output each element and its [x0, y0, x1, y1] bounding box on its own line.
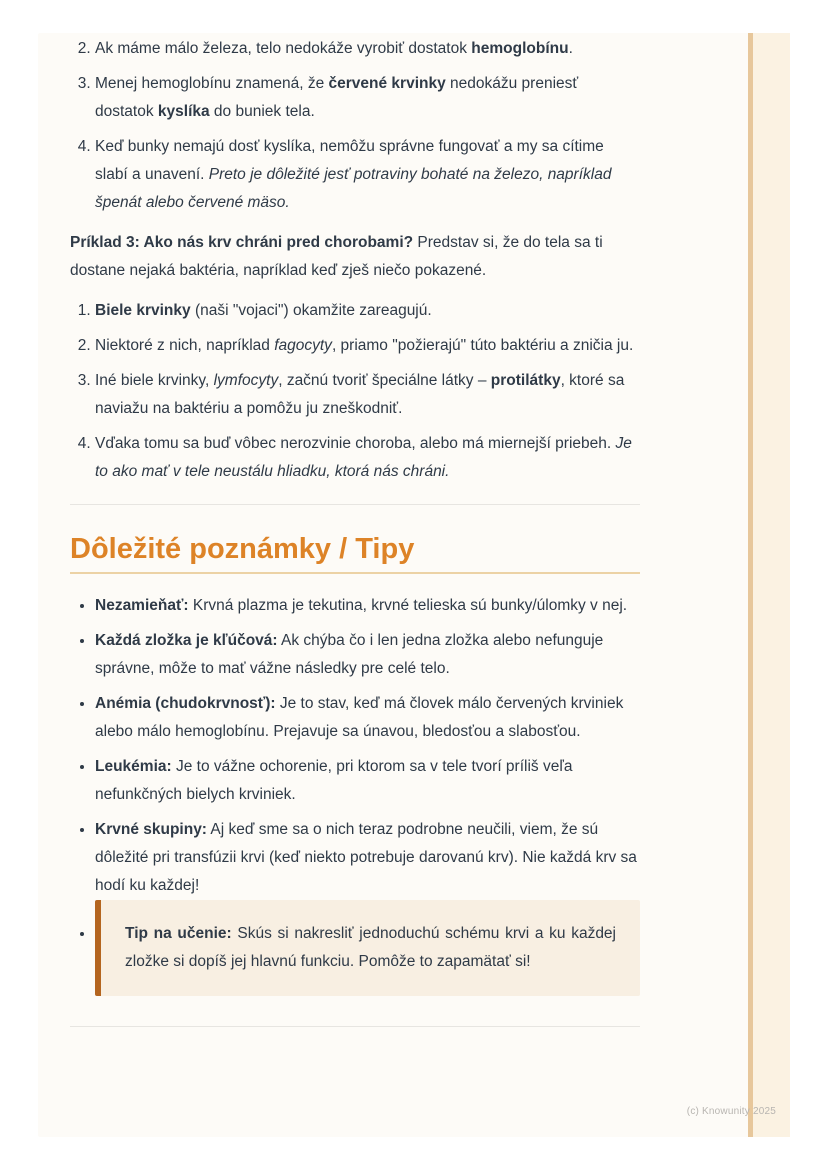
list-item: 2. Ak máme málo železa, telo nedokáže vyrobiť dostatok hemoglobínu.	[95, 35, 640, 63]
list-item: • Anémia (chudokrvnosť): Je to stav, keď má človek málo červených krviniek alebo málo hemoglobínu. Prejavuje sa únavou, bledosťou a slabosťou.	[95, 690, 640, 746]
copyright-footer: (c) Knowunity 2025	[686, 1106, 776, 1117]
notes-heading: Dôležité poznámky / Tipy	[70, 532, 640, 574]
notes-bullet-list	[70, 592, 640, 900]
tip-bullet-list	[70, 900, 640, 996]
list-item: 1. Biele krvinky (naši "vojaci") okamžite zareagujú.	[95, 297, 640, 325]
bottom-divider	[70, 1026, 640, 1027]
list-item	[95, 900, 640, 996]
tip-text: • Tip na učenie: Skús si nakresliť jednoduchú schému krvi a ku každej zložke si dopíš jej hlavnú funkciu. Pomôže to zapamätať si!	[125, 925, 616, 970]
section-divider	[70, 504, 640, 505]
list-item: 2. Niektoré z nich, napríklad fagocyty, priamo "požierajú" túto baktériu a zničia ju.	[95, 332, 640, 360]
page-content	[70, 35, 640, 1027]
page-edge-line	[748, 33, 753, 1137]
list-item: 3. Iné biele krvinky, lymfocyty, začnú tvoriť špeciálne látky – protilátky, ktoré sa naviažu na baktériu a pomôžu ju zneškodniť.	[95, 367, 640, 423]
list-item: • Krvné skupiny: Aj keď sme sa o nich teraz podrobne neučili, viem, že sú dôležité pri transfúzii krvi (keď niekto potrebuje darovanú krv). Nie každá krv sa hodí ku každej!	[95, 816, 640, 900]
example3-paragraph: Príklad 3: Ako nás krv chráni pred chorobami? Predstav si, že do tela sa ti dostane nejaká baktéria, napríklad keď zješ niečo pokazené.	[70, 234, 603, 279]
tip-callout	[95, 900, 640, 996]
iron-steps-list	[70, 35, 640, 217]
list-item: 3. Menej hemoglobínu znamená, že červené krvinky nedokážu preniesť dostatok kyslíka do buniek tela.	[95, 70, 640, 126]
list-item: 4. Keď bunky nemajú dosť kyslíka, nemôžu správne fungovať a my sa cítime slabí a unavení. Preto je dôležité jesť potraviny bohaté na železo, napríklad špenát alebo červené mäso.	[95, 133, 640, 217]
list-item: • Nezamieňať: Krvná plazma je tekutina, krvné telieska sú bunky/úlomky v nej.	[95, 592, 640, 620]
list-item: • Každá zložka je kľúčová: Ak chýba čo i len jedna zložka alebo nefunguje správne, môže to mať vážne následky pre celé telo.	[95, 627, 640, 683]
defense-steps-list	[70, 297, 640, 486]
page-edge-band	[753, 33, 790, 1137]
document-page	[38, 33, 790, 1137]
list-item: 4. Vďaka tomu sa buď vôbec nerozvinie choroba, alebo má miernejší priebeh. Je to ako mať v tele neustálu hliadku, ktorá nás chráni.	[95, 430, 640, 486]
list-item: • Leukémia: Je to vážne ochorenie, pri ktorom sa v tele tvorí príliš veľa nefunkčných bielych krviniek.	[95, 753, 640, 809]
